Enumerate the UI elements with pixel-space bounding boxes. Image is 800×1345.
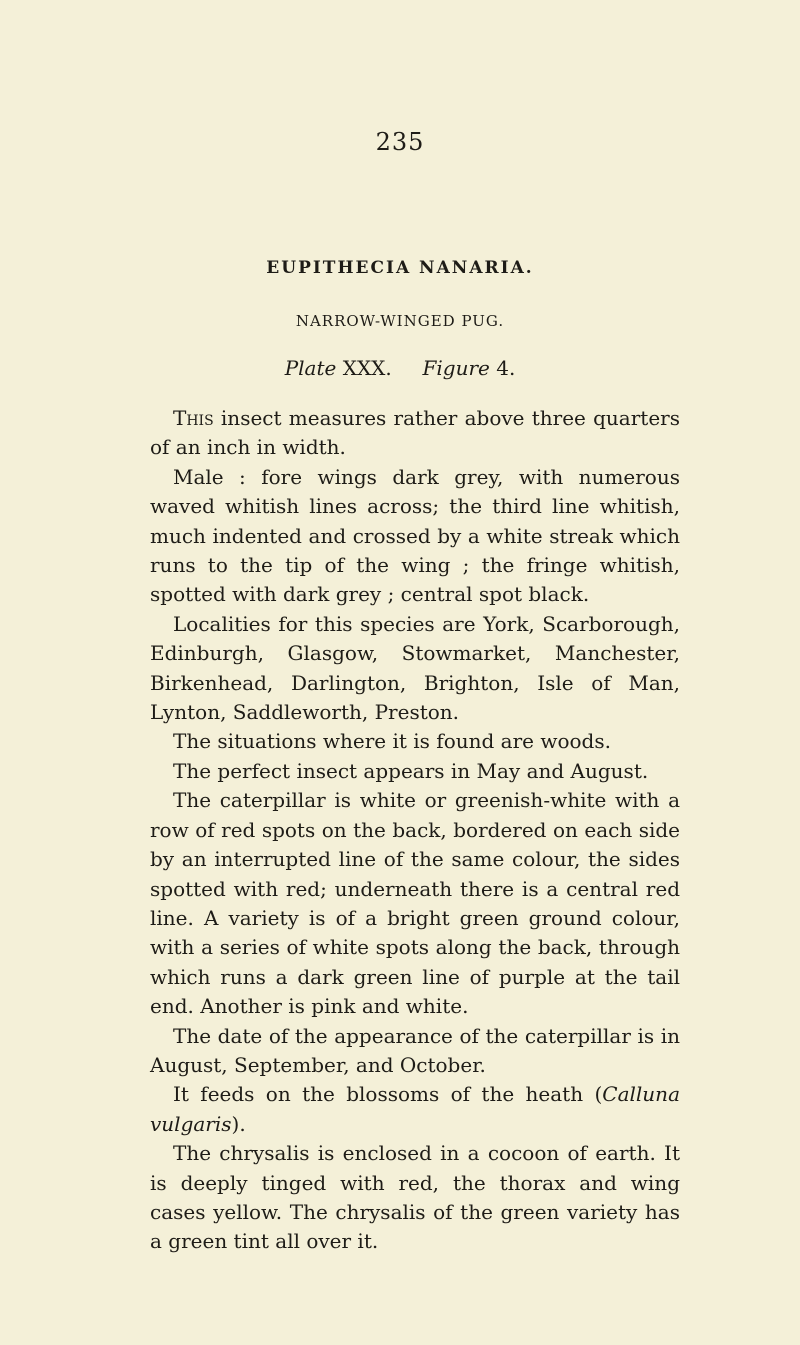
paragraph-caterpillar: The caterpillar is white or greenish-white with a row of red spots on the back, bordered on each side by an interrupted line of the same colour, the sides spotted with red; underneath there is a central red line. A variety is of a bright green ground colour, with a series of white spots along the back, through which runs a dark green line of purple at the tail end. Another is pink and white.	[150, 788, 680, 1019]
paragraph-male: Male : fore wings dark grey, with numerous waved whitish lines across; the third line whitish, much indented and crossed by a white streak which runs to the tip of the wing ; the fringe whitish, spotted with dark grey ; central spot black.	[150, 464, 680, 607]
common-name: NARROW-WINGED PUG.	[295, 312, 505, 330]
paragraph-caterpillar-date: The date of the appearance of the caterpillar is in August, September, and October.	[150, 1023, 680, 1077]
plant-name: Calluna vulgaris	[150, 1082, 680, 1136]
species-title: EUPITHECIA NANARIA.	[266, 258, 534, 278]
paragraph-chrysalis: The chrysalis is enclosed in a cocoon of earth. It is deeply tinged with red, the thorax and wing cases yellow. The chrysalis of the green variety has a green tint all over it.	[150, 1141, 680, 1254]
plate-reference	[0, 356, 800, 380]
paragraph-text: insect measures rather above three quarters of an inch in width.	[150, 406, 680, 460]
paragraph-food	[150, 1080, 680, 1139]
figure-label: Figure	[422, 356, 490, 380]
paragraph-appearance: The perfect insect appears in May and August.	[173, 758, 649, 783]
food-text-before: It feeds on the blossoms of the heath (	[173, 1082, 603, 1107]
plate-label: Plate	[284, 356, 337, 380]
body-text	[150, 404, 680, 1257]
paragraph-situations: The situations where it is found are woods.	[173, 729, 611, 754]
paragraph-localities: Localities for this species are York, Scarborough, Edinburgh, Glasgow, Stowmarket, Manchester, Birkenhead, Darlington, Brighton, Isle of Man, Lynton, Saddleworth, Preston.	[150, 611, 680, 725]
paragraph-size	[150, 404, 680, 463]
lead-word: This	[173, 406, 214, 430]
figure-number: 4.	[496, 356, 516, 380]
page-number: 235	[375, 128, 425, 156]
plate-number: XXX.	[342, 356, 392, 380]
food-text-after: ).	[231, 1111, 246, 1136]
